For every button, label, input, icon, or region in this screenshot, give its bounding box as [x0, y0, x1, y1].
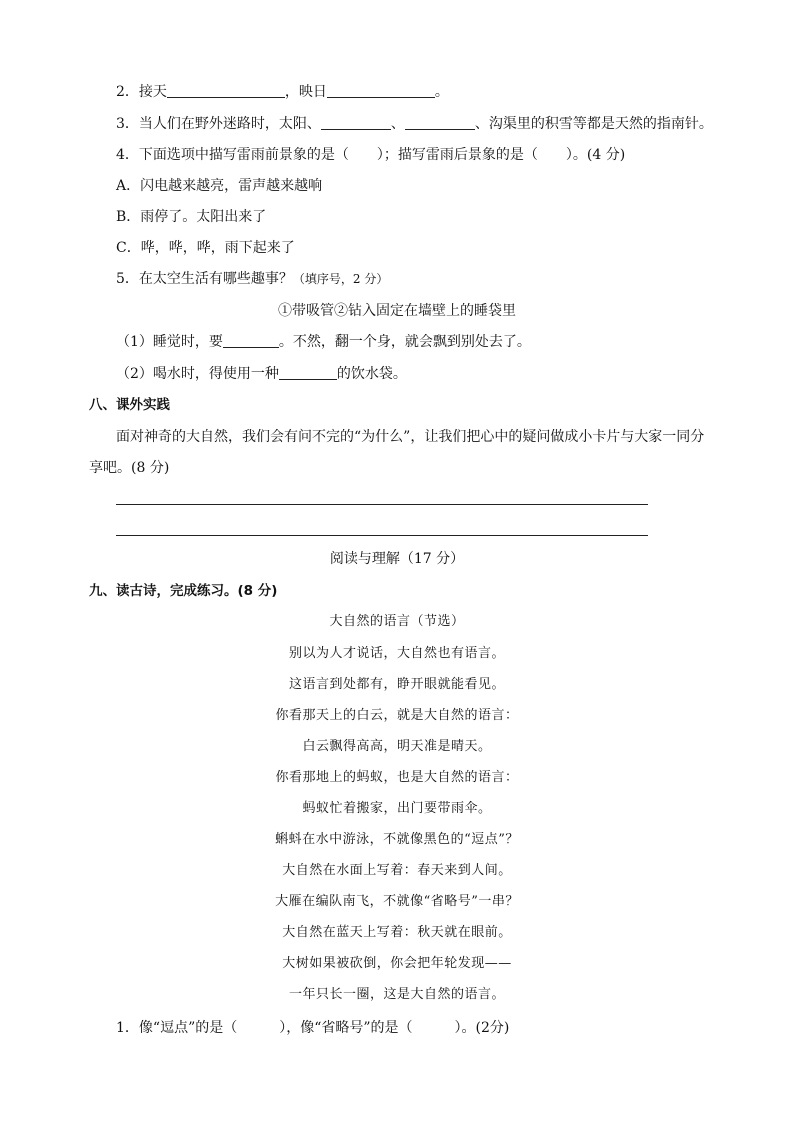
- q3-text-a: 3．当人们在野外迷路时，太阳、: [116, 116, 321, 132]
- question-2: [116, 82, 449, 102]
- q3-text-c: 、沟渠里的积雪等都是天然的指南针。: [474, 116, 713, 132]
- question-5: [116, 269, 388, 289]
- q5-sub2-blank[interactable]: [279, 365, 337, 380]
- q5-prompt: 5．在太空生活有哪些趣事？: [116, 271, 293, 287]
- q2-text-b: ，映日: [284, 84, 327, 100]
- q5-sub1-blank[interactable]: [223, 333, 279, 348]
- section-8-text-line-2: 享吧。(8 分): [89, 460, 170, 476]
- poem-line: 大自然在水面上写着：春天来到人间。: [282, 863, 512, 878]
- q5-choices: ①带吸管②钻入固定在墙壁上的睡袋里: [278, 303, 516, 319]
- q5-sub2-text-a: （2）喝水时，得使用一种: [116, 366, 279, 382]
- poem-line: 蚂蚁忙着搬家，出门要带雨伞。: [302, 801, 492, 816]
- section-8-text-line-1: 面对神奇的大自然，我们会有问不完的“为什么”，让我们把心中的疑问做成小卡片与大家一同分: [116, 429, 705, 445]
- poem-title: 大自然的语言（节选）: [329, 614, 465, 629]
- q2-blank-1[interactable]: [167, 83, 285, 98]
- q5-note: （填序号，2 分）: [292, 272, 389, 286]
- question-3: [116, 114, 713, 134]
- question-4-prompt: 4．下面选项中描写雷雨前景象的是（ ）；描写雷雨后景象的是（ ）。(4 分): [116, 147, 626, 163]
- q3-text-b: 、: [390, 116, 405, 132]
- q3-blank-2[interactable]: [405, 115, 475, 130]
- q2-text-a: 2．接天: [116, 84, 167, 100]
- poem-line: 大树如果被砍倒，你会把年轮发现——: [282, 956, 512, 971]
- poem-line: 你看那天上的白云，就是大自然的语言：: [275, 708, 519, 723]
- q4-option-b: B．雨停了。太阳出来了: [116, 209, 267, 225]
- q4-option-a: A．闪电越来越亮，雷声越来越响: [116, 178, 323, 194]
- poem-line: 蝌蚪在水中游泳，不就像黑色的“逗点”？: [275, 832, 519, 847]
- q5-sub-1: [116, 332, 531, 352]
- poem-line: 你看那地上的蚂蚁，也是大自然的语言：: [275, 770, 519, 785]
- reading-section-header: 阅读与理解（17 分）: [329, 551, 465, 567]
- poem-line: 一年只长一圈，这是大自然的语言。: [288, 987, 505, 1002]
- section-8-title: 八、课外实践: [89, 397, 170, 413]
- q3-blank-1[interactable]: [321, 115, 391, 130]
- q5-sub2-text-b: 的饮水袋。: [336, 366, 407, 382]
- poem-line: 大自然在蓝天上写着：秋天就在眼前。: [282, 925, 512, 940]
- poem-line: 这语言到处都有，睁开眼就能看见。: [288, 677, 505, 692]
- section-9-question-1: 1．像“逗点”的是（ ），像“省略号”的是（ ）。(2分): [116, 1020, 510, 1036]
- section-9-title: 九、读古诗，完成练习。(8 分): [89, 583, 278, 599]
- q2-blank-2[interactable]: [327, 83, 435, 98]
- poem-line: 大雁在编队南飞，不就像“省略号”一串？: [275, 894, 519, 909]
- q2-text-c: 。: [434, 84, 449, 100]
- answer-line-1[interactable]: [116, 504, 648, 505]
- q4-option-c: C．哗，哗，哗，雨下起来了: [116, 240, 295, 256]
- poem-line: 白云飘得高高，明天准是晴天。: [302, 739, 492, 754]
- answer-line-2[interactable]: [116, 535, 648, 536]
- q5-sub-2: [116, 364, 407, 384]
- q5-sub1-text-a: （1）睡觉时，要: [116, 334, 223, 350]
- poem-line: 别以为人才说话，大自然也有语言。: [288, 646, 505, 661]
- q5-sub1-text-b: 。不然，翻一个身，就会飘到别处去了。: [278, 334, 531, 350]
